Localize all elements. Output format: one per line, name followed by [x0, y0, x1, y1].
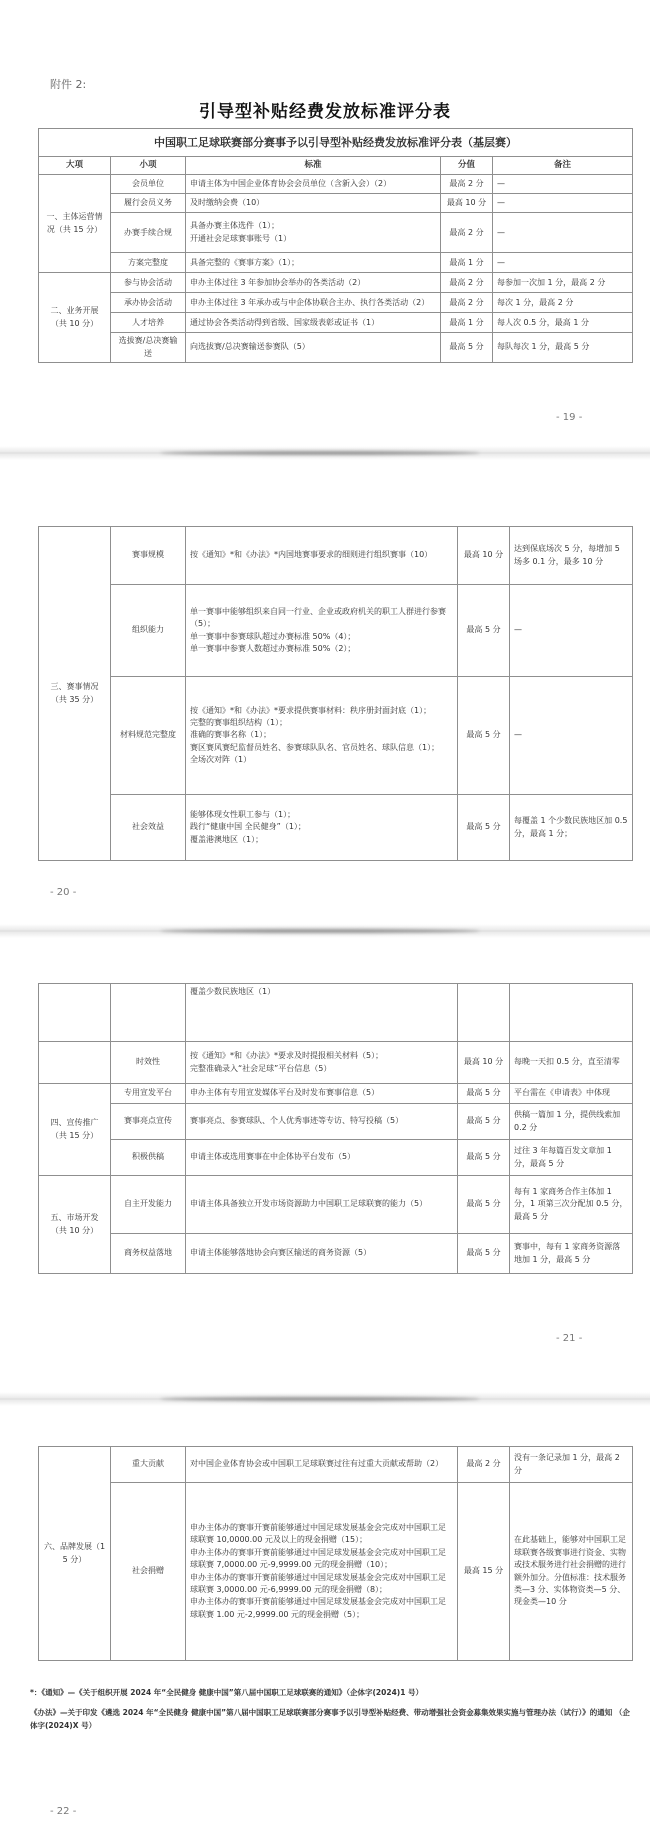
score-table-part3: [38, 983, 633, 1274]
note-cell: 每晚一天扣 0.5 分，直至清零: [510, 1042, 633, 1084]
note-cell: —: [493, 194, 633, 213]
sub-cell: 会员单位: [111, 175, 186, 194]
note-cell: 供稿一篇加 1 分，提供线索加 0.2 分: [510, 1104, 633, 1140]
score-cell: 最高 5 分: [458, 1140, 510, 1176]
category-cell: 二、业务开展（共 10 分）: [39, 273, 111, 363]
standard-line: 申办主体有专用宣发媒体平台及时发布赛事信息（5）: [190, 1088, 380, 1098]
standard-cell: [186, 1447, 458, 1483]
standard-cell: 申请主体为中国企业体育协会会员单位（含新入会）（2）: [186, 175, 441, 194]
score-cell: 最高 15 分: [458, 1483, 510, 1661]
score-cell: 最高 5 分: [458, 585, 510, 677]
standard-line: 完整的赛事组织结构（1）；: [190, 717, 288, 727]
sub-cell: 办赛手续合规: [111, 213, 186, 253]
sub-cell: 积极供稿: [111, 1140, 186, 1176]
standard-line: 践行“健康中国 全民健身”（1）；: [190, 822, 306, 832]
standard-cell: 具备完整的《赛事方案》（1）；: [186, 253, 441, 273]
score-cell: 最高 5 分: [458, 1084, 510, 1104]
page-separator: [0, 924, 650, 938]
footnote-1: *：《通知》—《关于组织开展 2024 年“全民健身 健康中国”第八届中国职工足球联赛的通知》（企体字(2024)1 号）: [30, 1688, 424, 1697]
standard-line: 准确的赛事名称（1）；: [190, 730, 272, 740]
score-cell: 最高 5 分: [458, 677, 510, 795]
category-cell: 五、市场开发（共 10 分）: [39, 1176, 111, 1274]
category-cell-continued: [39, 1042, 111, 1084]
note-cell: —: [493, 175, 633, 194]
score-cell: 最高 2 分: [441, 273, 493, 293]
note-cell: 每有 1 家商务合作主体加 1 分，1 项第三次分配加 0.5 分，最高 5 分: [510, 1176, 633, 1234]
note-cell: 平台需在《申请表》中体现: [510, 1084, 633, 1104]
standard-line: 单一赛事中参赛球队超过办赛标准 50%（4）；: [190, 631, 356, 641]
sub-cell: 选拔赛/总决赛输送: [111, 333, 186, 363]
note-cell: 在此基础上，能够对中国职工足球联赛各级赛事进行资金、实物或技术服务进行社会捐赠的进行额外加分。分值标准：技术服务类—3 分、实体物资类—5 分、现金类—10 分: [510, 1483, 633, 1661]
standard-line: 申办主体办的赛事开赛前能够通过中国足球发展基金会完成对中国职工足球联赛 7,0000.00 元-9,9999.00 元的现金捐赠（10）；: [190, 1547, 446, 1570]
score-cell: 最高 2 分: [441, 293, 493, 313]
standard-cell: [186, 795, 458, 861]
standard-cell: 向选拔赛/总决赛输送参赛队（5）: [186, 333, 441, 363]
standard-cell: 申办主体过往 3 年承办或与中企体协联合主办、执行各类活动（2）: [186, 293, 441, 313]
standard-cell: [186, 1042, 458, 1084]
standard-line: 覆盖少数民族地区（1）: [190, 987, 276, 996]
footnotes: [30, 1686, 630, 1733]
standard-line: 申办主体办的赛事开赛前能够通过中国足球发展基金会完成对中国职工足球联赛 1.00 元-2,9999.00 元的现金捐赠（5）；: [190, 1597, 446, 1619]
standard-line: 申请主体具备独立开发市场资源助力中国职工足球联赛的能力（5）: [190, 1199, 428, 1209]
page-number: - 21 -: [556, 1333, 583, 1344]
sub-cell: 组织能力: [111, 585, 186, 677]
standard-line: 具备办赛主体选件（1）；: [190, 221, 280, 231]
score-cell: 最高 1 分: [441, 253, 493, 273]
standard-cell: [186, 1176, 458, 1234]
score-cell: 最高 5 分: [458, 1234, 510, 1274]
standard-cell: 申办主体过往 3 年参加协会举办的各类活动（2）: [186, 273, 441, 293]
score-cell: 最高 5 分: [458, 1176, 510, 1234]
score-table-part1: [38, 128, 633, 363]
standard-cell: [186, 1140, 458, 1176]
sub-cell: 承办协会活动: [111, 293, 186, 313]
category-cell: 三、赛事情况（共 35 分）: [39, 527, 111, 861]
score-cell: 最高 10 分: [441, 194, 493, 213]
sub-cell: 材料规范完整度: [111, 677, 186, 795]
note-cell: 每次 1 分，最高 2 分: [493, 293, 633, 313]
sub-cell: 重大贡献: [111, 1447, 186, 1483]
sub-cell: [111, 984, 186, 1042]
note-cell: —: [510, 585, 633, 677]
note-cell: [510, 984, 633, 1042]
note-cell: 每参加一次加 1 分，最高 2 分: [493, 273, 633, 293]
standard-line: 申请主体能够落地协会向赛区输送的商务资源（5）: [190, 1248, 372, 1258]
page-22: [0, 1410, 650, 1838]
category-cell: 一、主体运营情况（共 15 分）: [39, 175, 111, 273]
sub-cell: 自主开发能力: [111, 1176, 186, 1234]
standard-line: 单一赛事中能够组织来自同一行业、企业或政府机关的职工人群进行参赛（5）；: [190, 606, 446, 629]
standard-line: 赛区赛风赛纪监督员姓名、参赛球队队名、官员姓名、球队信息（1）；: [190, 742, 440, 752]
table-title: 中国职工足球联赛部分赛事予以引导型补贴经费发放标准评分表（基层赛）: [39, 129, 633, 157]
header-category: 大项: [39, 157, 111, 175]
header-standard: 标准: [186, 157, 441, 175]
note-cell: —: [493, 213, 633, 253]
page-number: - 19 -: [556, 412, 583, 423]
score-cell: 最高 5 分: [458, 1104, 510, 1140]
footnote-2: 《办法》—关于印发《遴选 2024 年“全民健身 健康中国”第八届中国职工足球联赛部分赛事予以引导型补贴经费、带动增强社会资金募集效果实施与管理办法（试行）》的通知 （企体字(2024)X 号）: [30, 1707, 630, 1730]
sub-cell: 人才培养: [111, 313, 186, 333]
header-note: 备注: [493, 157, 633, 175]
header-subitem: 小项: [111, 157, 186, 175]
score-cell: 最高 1 分: [441, 313, 493, 333]
note-cell: 过往 3 年每篇百发文章加 1 分，最高 5 分: [510, 1140, 633, 1176]
note-cell: 每人次 0.5 分，最高 1 分: [493, 313, 633, 333]
attachment-label: 附件 2:: [50, 78, 87, 91]
sub-cell: 赛事规模: [111, 527, 186, 585]
note-cell: 每队每次 1 分，最高 5 分: [493, 333, 633, 363]
page-separator: [0, 446, 650, 460]
standard-line: 申请主体或选用赛事在中企体协平台发布（5）: [190, 1152, 356, 1162]
category-cell: 四、宣传推广（共 15 分）: [39, 1084, 111, 1176]
note-cell: 每覆盖 1 个少数民族地区加 0.5 分，最高 1 分；: [510, 795, 633, 861]
standard-line: 赛事亮点、参赛球队、个人优秀事迹等专访、特写投稿（5）: [190, 1116, 404, 1126]
standard-cell: 通过协会各类活动得到省级、国家级表彰或证书（1）: [186, 313, 441, 333]
standard-line: 完整准确录入“社会足球”平台信息（5）: [190, 1063, 332, 1073]
standard-line: 申办主体办的赛事开赛前能够通过中国足球发展基金会完成对中国职工足球联赛 10,0000.00 元及以上的现金捐赠（15）；: [190, 1522, 446, 1545]
standard-cell: [186, 984, 458, 1042]
standard-line: 开通社会足球赛事账号（1）: [190, 233, 292, 243]
sub-cell: 履行会员义务: [111, 194, 186, 213]
sub-cell: 专用宣发平台: [111, 1084, 186, 1104]
sub-cell: 方案完整度: [111, 253, 186, 273]
standard-line: 全场次对阵（1）: [190, 755, 252, 765]
score-cell: 最高 2 分: [441, 175, 493, 194]
note-cell: —: [510, 677, 633, 795]
standard-line: 覆盖港澳地区（1）；: [190, 834, 264, 844]
score-cell: [458, 984, 510, 1042]
score-cell: 最高 10 分: [458, 1042, 510, 1084]
document-title: 引导型补贴经费发放标准评分表: [199, 102, 451, 122]
page-number: - 20 -: [50, 887, 77, 898]
standard-cell: [186, 1084, 458, 1104]
header-score: 分值: [441, 157, 493, 175]
standard-cell: [186, 527, 458, 585]
standard-cell: 及时缴纳会费（10）: [186, 194, 441, 213]
standard-line: 按《通知》*和《办法》*内国地赛事要求的细则进行组织赛事（10）: [190, 550, 433, 560]
sub-cell: 社会捐赠: [111, 1483, 186, 1661]
score-cell: 最高 5 分: [458, 795, 510, 861]
note-cell: —: [493, 253, 633, 273]
page-20: [0, 460, 650, 920]
standard-line: 单一赛事中参赛人数超过办赛标准 50%（2）；: [190, 643, 356, 653]
note-cell: 达到保底场次 5 分，每增加 5 场多 0.1 分，最多 10 分: [510, 527, 633, 585]
sub-cell: 赛事亮点宣传: [111, 1104, 186, 1140]
sub-cell: 商务权益落地: [111, 1234, 186, 1274]
score-cell: 最高 10 分: [458, 527, 510, 585]
standard-cell: [186, 585, 458, 677]
note-cell: 赛事中，每有 1 家商务资源落地加 1 分，最高 5 分: [510, 1234, 633, 1274]
standard-line: 申办主体办的赛事开赛前能够通过中国足球发展基金会完成对中国职工足球联赛 3,0000.00 元-6,9999.00 元的现金捐赠（8）；: [190, 1572, 446, 1594]
page-number: - 22 -: [50, 1806, 77, 1817]
category-cell: 六、品牌发展（15 分）: [39, 1447, 111, 1661]
score-table-part2: [38, 526, 633, 861]
score-cell: 最高 2 分: [458, 1447, 510, 1483]
standard-cell: [186, 1104, 458, 1140]
page-19: [0, 0, 650, 440]
page-21: [0, 945, 650, 1385]
sub-cell: 时效性: [111, 1042, 186, 1084]
score-cell: 最高 2 分: [441, 213, 493, 253]
score-cell: 最高 5 分: [441, 333, 493, 363]
sub-cell: 参与协会活动: [111, 273, 186, 293]
standard-cell: [186, 1234, 458, 1274]
standard-cell: [186, 677, 458, 795]
standard-line: 按《通知》*和《办法》*要求及时提报相关材料（5）；: [190, 1051, 384, 1061]
standard-line: 对中国企业体育协会或中国职工足球联赛过往有过重大贡献或帮助（2）: [190, 1459, 444, 1469]
standard-line: 能够体现女性职工参与（1）；: [190, 809, 296, 819]
category-cell-continued: [39, 984, 111, 1042]
sub-cell: 社会效益: [111, 795, 186, 861]
score-table-part4: [38, 1446, 633, 1661]
standard-cell: [186, 213, 441, 253]
standard-line: 按《通知》*和《办法》*要求提供赛事材料：秩序册封面封底（1）；: [190, 705, 432, 715]
note-cell: 没有一条记录加 1 分，最高 2 分: [510, 1447, 633, 1483]
standard-cell: [186, 1483, 458, 1661]
page-separator: [0, 1392, 650, 1406]
